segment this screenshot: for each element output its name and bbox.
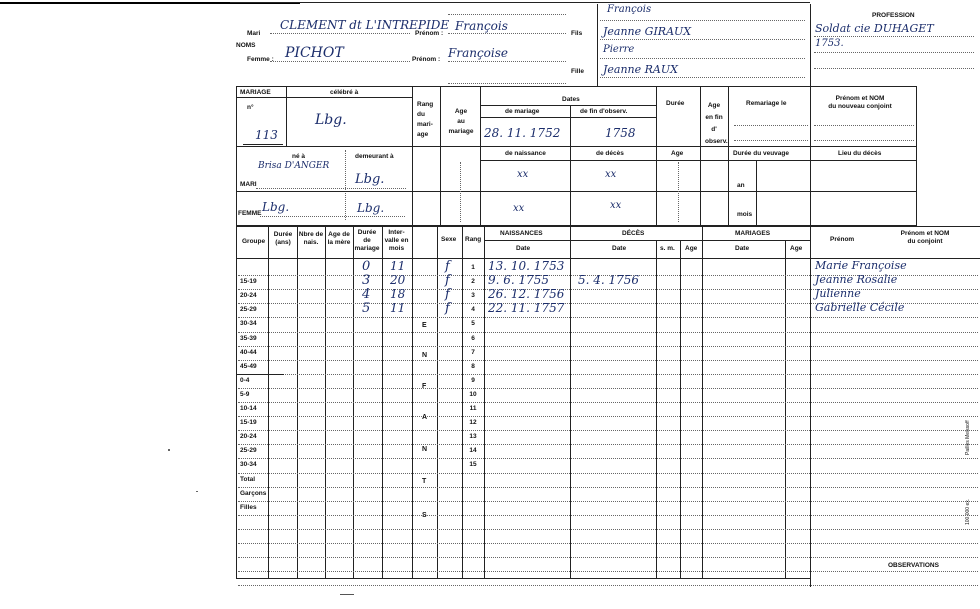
row-line [238, 487, 978, 488]
rang-number: 10 [469, 390, 477, 398]
date-fin-observ: 1758 [605, 126, 636, 140]
rang-number: 6 [471, 334, 475, 342]
lieu-deces-divider [810, 160, 811, 226]
naissances-label: NAISSANCES [500, 230, 543, 237]
child-prenom-value: Julienne [815, 287, 861, 301]
rang-col-left [412, 86, 413, 226]
femme-prenom-line [448, 61, 566, 62]
femme-prenom-label: Prénom : [412, 56, 441, 63]
observations-label: OBSERVATIONS [888, 562, 939, 569]
numero-underline [243, 144, 283, 145]
groupe-label: 45-49 [240, 362, 257, 370]
dates-mid-divider [570, 105, 571, 226]
groupe-label: 20-24 [240, 292, 257, 300]
mariage-mid-line [236, 146, 916, 147]
row-line [238, 346, 978, 347]
mari-prenom-label: Prénom : [415, 30, 444, 37]
vertical-letter: E [422, 322, 427, 329]
naissance-date-value: 13. 10. 1753 [488, 259, 565, 273]
duree-col-left [656, 86, 657, 226]
row-line [238, 360, 978, 361]
col-nbre: Nbre de nais. [298, 231, 324, 246]
fils-line-3 [600, 58, 805, 59]
femme-prenom: Françoise [448, 46, 508, 60]
row-line [238, 458, 978, 459]
mois-label: mois [737, 211, 753, 218]
ne-demeurant-divider [345, 150, 346, 220]
mari-row-line [256, 188, 406, 189]
vertical-letter: N [422, 446, 428, 453]
col-groupe: Groupe [242, 238, 266, 245]
mariage-title-under [236, 97, 412, 98]
fils-line-2 [600, 39, 805, 40]
dates-subhead-under [480, 117, 656, 118]
dates-col-left [480, 86, 481, 226]
deces-date-label: Date [612, 245, 627, 252]
groupe-label: Total [240, 475, 256, 483]
age-col-left [440, 86, 441, 226]
col-rang: Rang [465, 236, 482, 243]
mariage-age-label: Age [790, 245, 803, 252]
rang-number: 5 [471, 320, 475, 328]
mari-prenom: François [455, 19, 508, 33]
mari-deces: xx [605, 169, 617, 180]
remariage-line-2 [734, 140, 808, 141]
vertical-letter: T [422, 478, 427, 485]
groupe-label: 35-39 [240, 334, 257, 342]
demeurant-label: demeurant à [355, 153, 394, 160]
remariage-label: Remariage le [746, 100, 787, 107]
fils-bracket-line [597, 4, 598, 86]
sexe-value: f [445, 301, 450, 317]
intervalle-value: 18 [390, 287, 406, 302]
femme-row-line [260, 216, 405, 217]
date-mariage: 28. 11. 1752 [484, 126, 561, 140]
stray-dot-1 [168, 449, 170, 451]
femme-label: Femme : [247, 56, 274, 63]
mariage-lieu: Lbg. [315, 112, 347, 128]
age-label-mari: Age [671, 150, 684, 157]
col-age-mere: Age de la mère [327, 231, 351, 246]
femme-naissance: xx [513, 203, 525, 214]
rang-number: 11 [469, 405, 477, 412]
naissance-date-value: 26. 12. 1756 [488, 287, 565, 302]
femme-ne-a: Lbg. [262, 200, 290, 214]
top-rule [230, 2, 810, 3]
dates-under [480, 105, 656, 106]
mariage-right-line [916, 86, 917, 226]
groupe-label: Garçons [240, 489, 267, 497]
sexe-value: f [445, 287, 450, 303]
remariage-col-left [728, 86, 729, 226]
mariage-no-divider [286, 86, 287, 146]
vertical-letter: S [422, 512, 427, 519]
fils-name-4: Jeanne RAUX [603, 63, 678, 76]
groupe-label: 40-44 [240, 348, 257, 356]
row-line [238, 289, 978, 290]
row-line [238, 332, 978, 333]
age-mariage-dots [460, 162, 461, 222]
col-age-deces-left [680, 240, 681, 578]
profession-label: PROFESSION [872, 12, 915, 19]
groupe-label: 10-14 [240, 405, 257, 412]
veuvage-divider [756, 160, 757, 226]
subhead-line [484, 240, 810, 241]
child-prenom-value: Marie Françoise [815, 259, 907, 272]
de-mariage-label: de mariage [505, 108, 540, 115]
rang-number: 7 [471, 348, 475, 356]
vertical-letter: N [422, 352, 428, 359]
row-line [238, 416, 978, 417]
mari-label: Mari [247, 30, 261, 37]
celebre-label: célébré à [330, 89, 359, 96]
age-fin-label: Age en fin d' observ. [705, 102, 728, 145]
groupe-label: 30-34 [240, 461, 257, 469]
mari-nom: CLEMENT dt L'INTREPIDE [280, 18, 450, 32]
ne-a-label: né à [292, 153, 306, 160]
groupe-label: 5-9 [240, 390, 250, 398]
row-line [238, 585, 978, 586]
mari-femme-divider [236, 191, 916, 192]
profession-line-1: Soldat cie DUHAGET [815, 22, 934, 35]
dates-label: Dates [562, 96, 580, 103]
fils-name-3: Pierre [603, 44, 635, 55]
vertical-letter: A [422, 414, 428, 421]
mariage-date-label: Date [735, 245, 750, 252]
prenom-conjoint-label: Prénom et NOM du conjoint [900, 230, 950, 245]
duree-mariage-value: 5 [362, 301, 371, 317]
profession-dots-1 [814, 36, 974, 37]
mariage-top-line [236, 86, 916, 87]
intervalle-value: 11 [390, 259, 406, 273]
table-bottom-line [236, 578, 810, 579]
femme-demeurant: Lbg. [357, 201, 385, 215]
row-line [238, 317, 978, 318]
remariage-line-1 [734, 125, 808, 126]
print-run-text: 100.000 ex. [965, 498, 971, 525]
col-duree-mariage: Durée de mariage [354, 229, 380, 252]
groupe-label: 20-24 [240, 433, 257, 441]
col-sm-left [656, 240, 657, 578]
sexe-value: f [445, 259, 450, 274]
fille-label: Fille [571, 68, 585, 75]
rang-number: 15 [469, 461, 477, 469]
stray-dash [340, 594, 354, 595]
fils-name-2: Jeanne GIRAUX [603, 25, 692, 38]
rang-number: 13 [469, 433, 477, 441]
rang-number: 12 [469, 419, 477, 427]
row-line [238, 444, 978, 445]
fils-line-1 [600, 20, 805, 21]
col-intervalle: Inter- valle en mois [384, 229, 409, 252]
row-line [238, 529, 978, 530]
naissance-date-value: 22. 11. 1757 [488, 301, 565, 316]
mariage-left-line [236, 86, 237, 226]
groupe-label: 15-19 [240, 419, 257, 427]
sexe-value: f [445, 273, 450, 289]
table-top-line [236, 226, 980, 227]
noms-label: NOMS [236, 42, 256, 49]
groupe-label: 25-29 [240, 306, 257, 314]
femme-nom: PICHOT [285, 45, 344, 61]
row-line [238, 402, 978, 403]
child-prenom-value: Jeanne Rosalie [815, 273, 898, 287]
row-line [238, 473, 978, 474]
row-line [238, 388, 978, 389]
row-line [238, 557, 978, 558]
conjoint-line-2 [814, 140, 914, 141]
sm-label: s. m. [660, 245, 675, 252]
duree-veuvage-label: Durée du veuvage [733, 150, 789, 157]
group-separator [236, 374, 284, 375]
mari-ne-a: Brisa D'ANGER [258, 161, 330, 171]
col-mariage-age-left [785, 240, 786, 578]
fils-name-1: François [607, 4, 652, 15]
rang-number: 1 [471, 264, 475, 271]
mari-nom-line [270, 33, 410, 34]
conjoint-line-1 [814, 125, 914, 126]
rang-number: 9 [471, 376, 475, 384]
mari-demeurant: Lbg. [355, 172, 385, 187]
groupe-label: 15-19 [240, 278, 257, 286]
femme-deces: xx [610, 200, 622, 211]
col-sexe: Sexe [441, 236, 457, 243]
de-deces-label: de décès [596, 150, 624, 157]
publisher-text: Pailles Meissoff [965, 420, 971, 455]
age-mariage-label: Age au mariage [448, 108, 474, 135]
fils-label: Fils [571, 30, 583, 37]
profession-dots-2 [814, 52, 974, 53]
row-line [238, 571, 978, 572]
duree-mariage-value: 3 [362, 273, 371, 289]
groupe-label: Filles [240, 503, 257, 511]
mari-prenom-line [448, 33, 566, 34]
profession-line-2: 1753. [815, 38, 844, 49]
de-naissance-label: de naissance [505, 150, 546, 157]
row-line [238, 430, 978, 431]
prenom-bottom-dots [448, 83, 566, 84]
deces-label: DÉCÈS [622, 230, 645, 237]
stray-dot-2 [196, 491, 198, 492]
age-fin-col-left [700, 86, 701, 226]
rang-number: 4 [471, 306, 475, 314]
nouveau-conjoint-label: Prénom et NOM du nouveau conjoint [828, 95, 892, 110]
row-line [238, 501, 978, 502]
prenom-top-dots [448, 14, 566, 15]
naissance-date-label: Date [516, 245, 531, 252]
intervalle-value: 20 [390, 273, 406, 288]
rang-number: 3 [471, 292, 475, 300]
mariages-label: MARIAGES [735, 230, 771, 237]
prenom-col-label: Prénom [830, 236, 855, 243]
rang-label: Rang du mari- age [417, 101, 434, 138]
groupe-label: 0-4 [240, 376, 250, 384]
duree-mariage-value: 4 [362, 287, 371, 303]
duree-label: Durée [666, 100, 685, 107]
age-deces-label: Age [685, 245, 698, 252]
fin-observ-label: de fin d'observ. [580, 108, 628, 115]
row-line [238, 543, 978, 544]
row-line [238, 374, 978, 375]
col-duree: Durée (ans) [273, 231, 293, 246]
lower-mariage-subhead-under [480, 160, 916, 161]
groupe-label: 25-29 [240, 447, 257, 455]
fils-line-4 [600, 77, 805, 78]
profession-dots-3 [814, 68, 974, 69]
rang-number: 8 [471, 362, 475, 370]
mariage-numero: 113 [255, 128, 278, 142]
femme-row-label: FEMME [238, 210, 262, 217]
femme-nom-line [270, 61, 410, 62]
intervalle-value: 11 [390, 301, 406, 316]
row-line [238, 515, 978, 516]
duree-mariage-value: 0 [362, 259, 371, 274]
table-left-line [236, 226, 237, 578]
age-deces-dots [678, 162, 679, 222]
an-label: an [737, 182, 745, 189]
mariage-title: MARIAGE [240, 89, 271, 96]
rang-number: 2 [471, 278, 475, 286]
groupe-label: 30-34 [240, 320, 257, 328]
deces-date-value: 5. 4. 1756 [578, 273, 640, 288]
naissance-date-value: 9. 6. 1755 [488, 273, 550, 288]
rang-number: 14 [469, 447, 477, 455]
vertical-letter: F [422, 383, 427, 390]
mari-naissance: xx [517, 169, 529, 180]
no-label: n° [247, 104, 254, 111]
lieu-deces-label: Lieu du décès [838, 150, 882, 157]
mari-row-label: MARI [240, 181, 257, 188]
child-prenom-value: Gabrielle Cécile [815, 301, 905, 315]
right-section-divider [810, 4, 811, 587]
